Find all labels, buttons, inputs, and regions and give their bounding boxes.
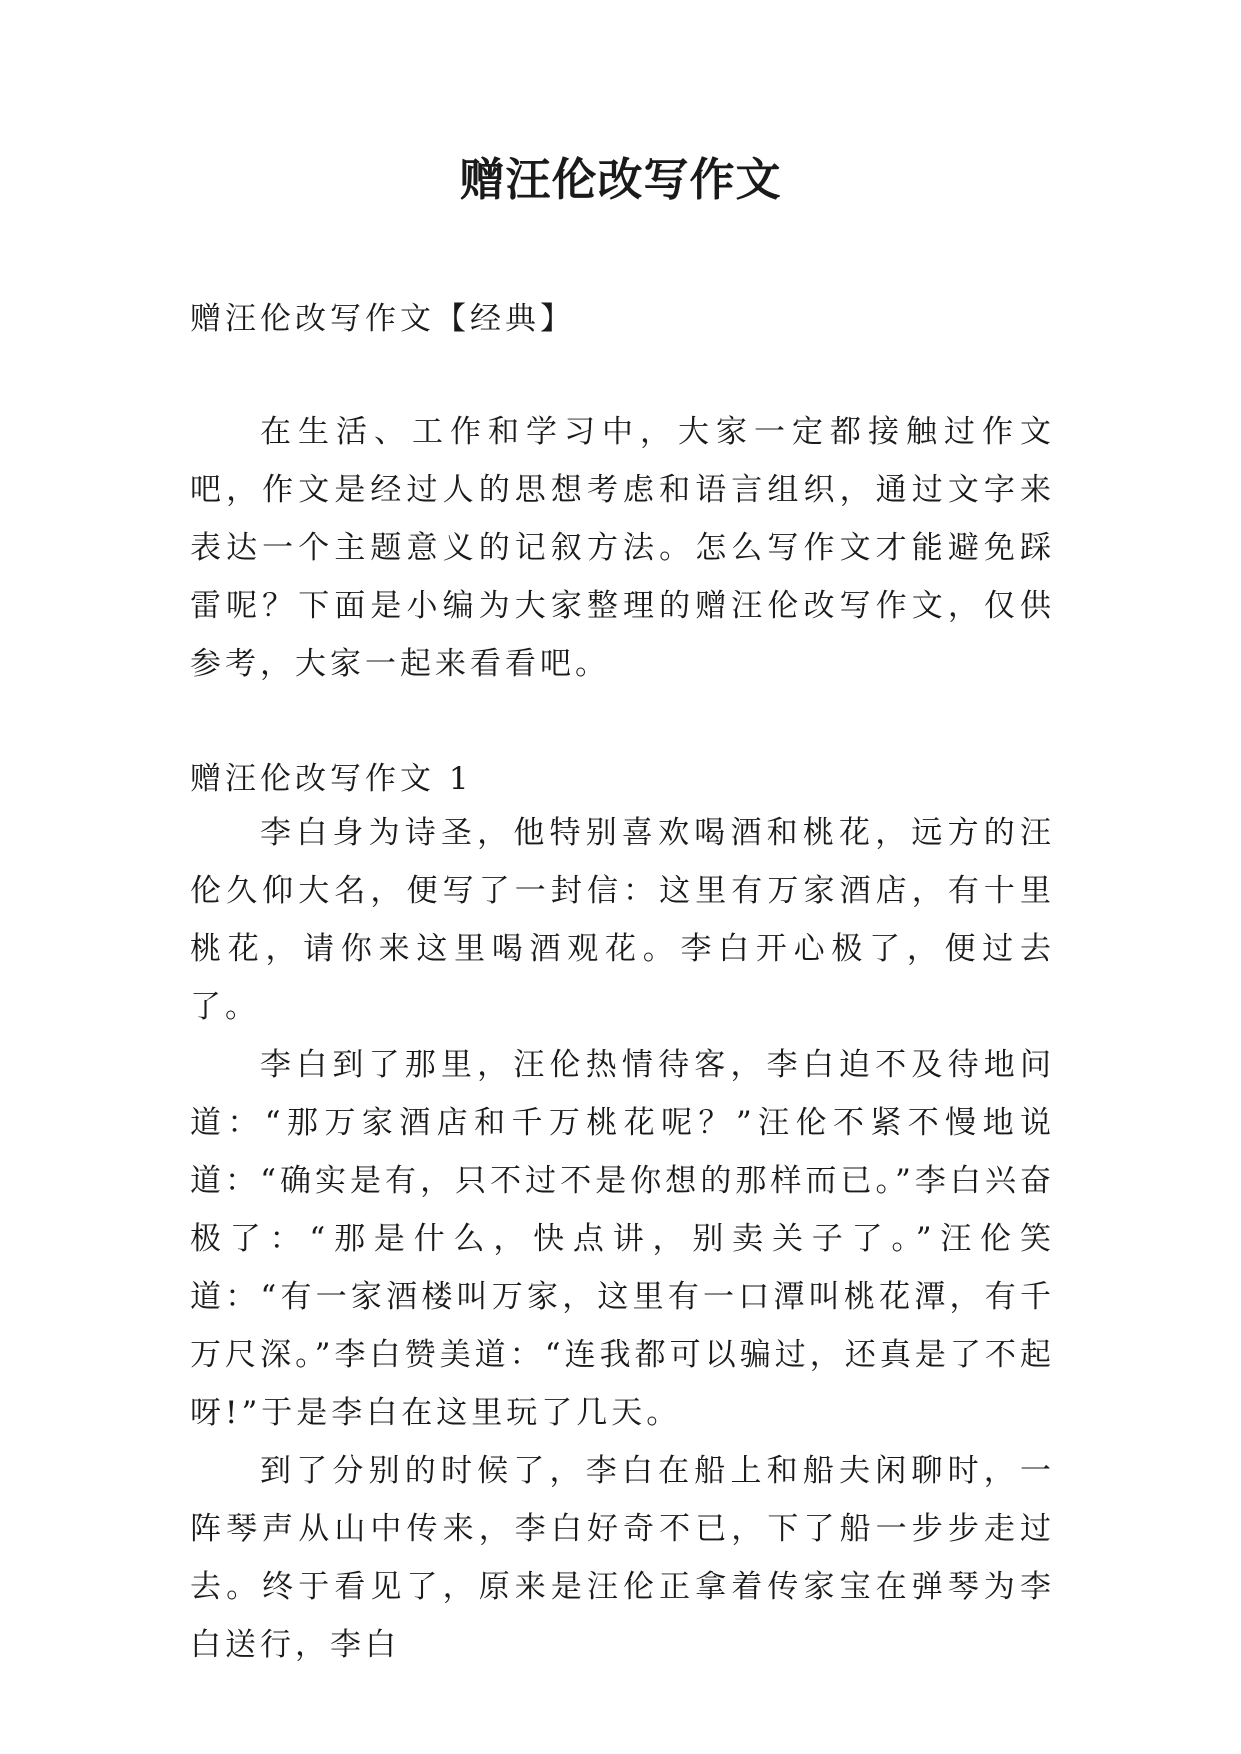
essay-paragraph-2: 李白到了那里，汪伦热情待客，李白迫不及待地问道：“那万家酒店和千万桃花呢？”汪伦不紧不慢地说道：“确实是有，只不过不是你想的那样而已。”李白兴奋极了：“那是什么，快点讲，别卖关子了。”汪伦笑道：“有一家酒楼叫万家，这里有一口潭叫桃花潭，有千万尺深。”李白赞美道：“连我都可以骗过，还真是了不起呀!”于是李白在这里玩了几天。	[190, 1047, 1055, 1431]
essay-paragraph-3: 到了分别的时候了，李白在船上和船夫闲聊时，一阵琴声从山中传来，李白好奇不已，下了船一步步走过去。终于看见了，原来是汪伦正拿着传家宝在弹琴为李白送行，李白	[190, 1453, 1055, 1663]
essay-heading: 赠汪伦改写作文 1	[190, 761, 473, 797]
essay-paragraph-1: 李白身为诗圣，他特别喜欢喝酒和桃花，远方的汪伦久仰大名，便写了一封信：这里有万家酒店，有十里桃花，请你来这里喝酒观花。李白开心极了，便过去了。	[190, 815, 1055, 1025]
document-title: 赠汪伦改写作文	[459, 153, 782, 206]
intro-paragraph: 在生活、工作和学习中，大家一定都接触过作文吧，作文是经过人的思想考虑和语言组织，通过文字来表达一个主题意义的记叙方法。怎么写作文才能避免踩雷呢？下面是小编为大家整理的赠汪伦改写作文，仅供参考，大家一起来看看吧。	[190, 414, 1055, 682]
intro-section	[190, 403, 1055, 693]
essay-section	[190, 750, 1055, 1674]
document-subtitle: 赠汪伦改写作文【经典】	[190, 301, 575, 337]
